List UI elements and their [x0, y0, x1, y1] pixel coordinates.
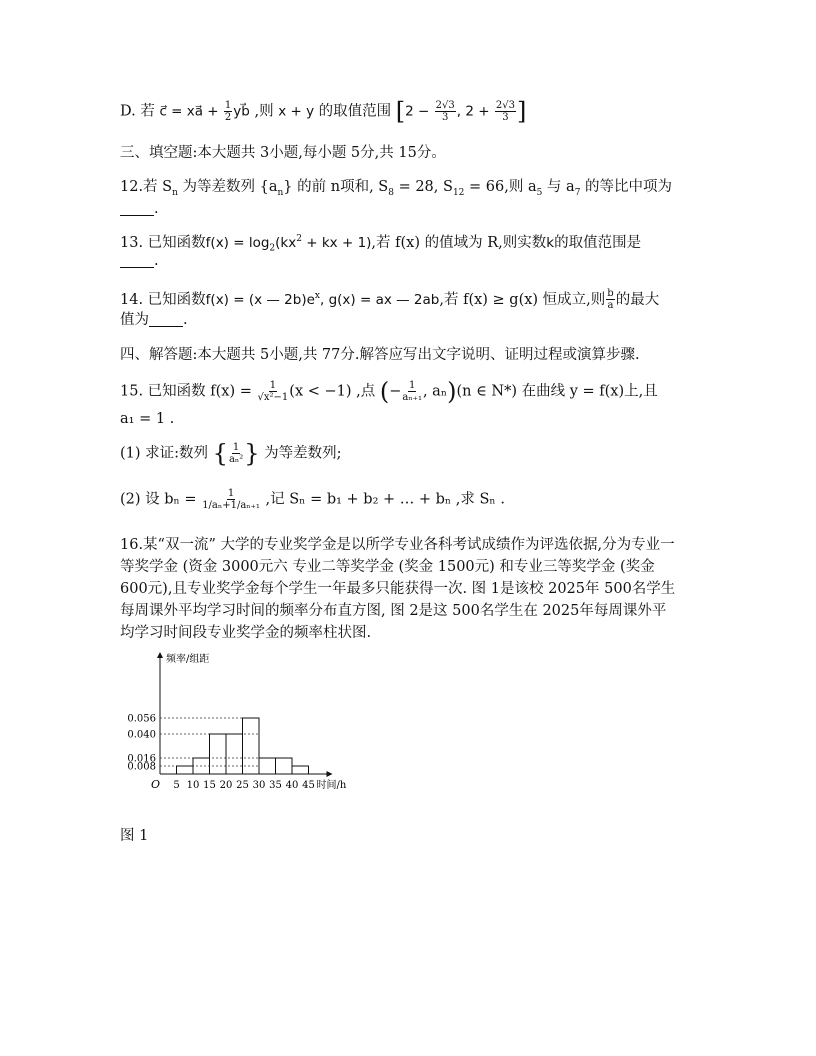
y-axis-arrow [157, 652, 163, 658]
figure-caption: 图 1 [120, 828, 149, 844]
half-fraction: $\frac{1}{2}$ [224, 100, 232, 123]
range-left: 2 − [405, 103, 434, 120]
answer-blank [120, 201, 154, 216]
range-mid: , 2 + [456, 103, 494, 120]
question-15-part-2: (2) 设 bₙ = $\frac{1}{\text{1/aₙ+1/aₙ₊₁}}$ ,记 Sₙ = b₁ + b₂ + … + bₙ ,求 Sₙ . [120, 488, 505, 511]
question-13: 13. 已知函数$f(x) = \log_2(kx^2$ + kx + 1),若 f(x) 的值域为 R,则实数k的取值范围是 [120, 234, 642, 254]
histogram-bar [226, 734, 243, 774]
option-d-mid: ,则 [249, 103, 279, 120]
section-4-title: 四、解答题:本大题共 5小题,共 77分.解答应写出文字说明、证明过程或演算步骤. [120, 347, 640, 363]
question-15-line-2: a₁ = 1 . [120, 411, 175, 427]
question-12: 12.若 $S_n$ 为等差数列 $\{a_n\}$ 的前 n项和, $S_8 = 28$, $S_{12} = 66$,则 $a_5$ 与 $a_7$ 的等比中项为 [120, 179, 673, 198]
option-d-suffix: 的取值范围 [314, 103, 396, 120]
histogram-figure-1 [118, 648, 358, 808]
answer-blank [149, 312, 183, 327]
question-13-blank-line: . [120, 250, 700, 272]
point-fraction: $\frac{1}{\text{aₙ₊₁}}$ [402, 380, 422, 403]
x-axis-arrow [327, 771, 333, 777]
option-d-prefix: D. 若 [120, 103, 160, 120]
q11-option-d: D. 若 c⃗ = xa⃗ + $\frac{1}{2}$ yb⃗ ,则 x + y 的取值范围 [2 − $\frac{2√3}{3}$ , 2 + $\frac{2√3}{3}$ ] [120, 97, 527, 126]
x-tick-label: 40 [285, 780, 299, 791]
b-over-a-fraction: $\frac{b}{a}$ [607, 288, 614, 312]
question-12-blank-line: . [120, 198, 700, 220]
range-right-fraction: $\frac{2√3}{3}$ [495, 100, 515, 123]
q15-fraction: $\frac{1}{\text{√x²−1}}$ [257, 380, 289, 403]
option-d-expr2: yb⃗ [233, 103, 250, 120]
y-tick-label: 0.016 [127, 753, 156, 765]
section-3-title: 三、填空题:本大题共 3小题,每小题 5分,共 15分。 [120, 145, 446, 161]
origin-label: O [151, 778, 161, 791]
y-tick-label: 0.040 [127, 729, 156, 741]
histogram-bar [210, 734, 227, 774]
range-left-fraction: $\frac{2√3}{3}$ [435, 100, 455, 123]
x-tick-label: 5 [173, 780, 180, 791]
histogram-bar [243, 718, 260, 774]
question-14: 14. 已知函数f(x) = (x — $2b)e^x$, g(x) = ax — 2ab,若 f(x) ≥ g(x) 恒成立,则 $\frac{b}{a}$ 的最大 [120, 288, 660, 312]
question-16: 16.某“双一流” 大学的专业奖学金是以所学专业各科考试成绩作为评选依据,分为专业一等奖学金 (资金 3000元六 专业二等奖学金 (奖金 1500元) 和专业三等奖学金 (奖金 600元),且专业奖学金每个学生一年最多只能获得一次. 图 1是该校 2025年 500名学生每周课外平均学习时间的频率分布直方图, 图 2是这 500名学生在 2025年每周课外平均学习时间段专业奖学金的频率柱状图. [120, 537, 676, 641]
part1-fraction: $\frac{1}{\text{aₙ²}}$ [228, 442, 244, 465]
option-d-expr3: x + y [278, 103, 315, 120]
x-tick-label: 10 [186, 780, 200, 791]
x-axis-label: 时间/h [316, 780, 347, 791]
y-tick-label: 0.008 [127, 761, 156, 773]
question-15: 15. 已知函数 f(x) = $\frac{1}{\text{√x²−1}}$ (x < −1) ,点 (− $\frac{1}{\text{aₙ₊₁}}$ , aₙ)(n ∈ N*) 在曲线 y = f(x)上,且 [120, 377, 658, 406]
x-tick-label: 35 [269, 780, 282, 791]
option-d-expr: c⃗ = xa⃗ + [159, 103, 223, 120]
histogram-bar [177, 766, 194, 774]
histogram-bar [259, 758, 276, 774]
x-tick-label: 30 [252, 780, 266, 791]
y-tick-label: 0.056 [127, 713, 156, 725]
y-axis-label: 频率/组距 [166, 654, 210, 665]
question-14-line-2: 值为 . [120, 312, 188, 328]
histogram-bar [276, 758, 293, 774]
part2-fraction: $\frac{1}{\text{1/aₙ+1/aₙ₊₁}}$ [202, 488, 260, 511]
x-tick-label: 15 [203, 780, 216, 791]
x-tick-label: 45 [302, 780, 315, 791]
question-15-part-1: (1) 求证:数列 { $\frac{1}{\text{aₙ²}}$ } 为等差数列; [120, 439, 342, 468]
histogram-bar [292, 766, 309, 774]
answer-blank [120, 253, 154, 268]
x-tick-label: 25 [236, 780, 249, 791]
x-tick-label: 20 [219, 780, 233, 791]
